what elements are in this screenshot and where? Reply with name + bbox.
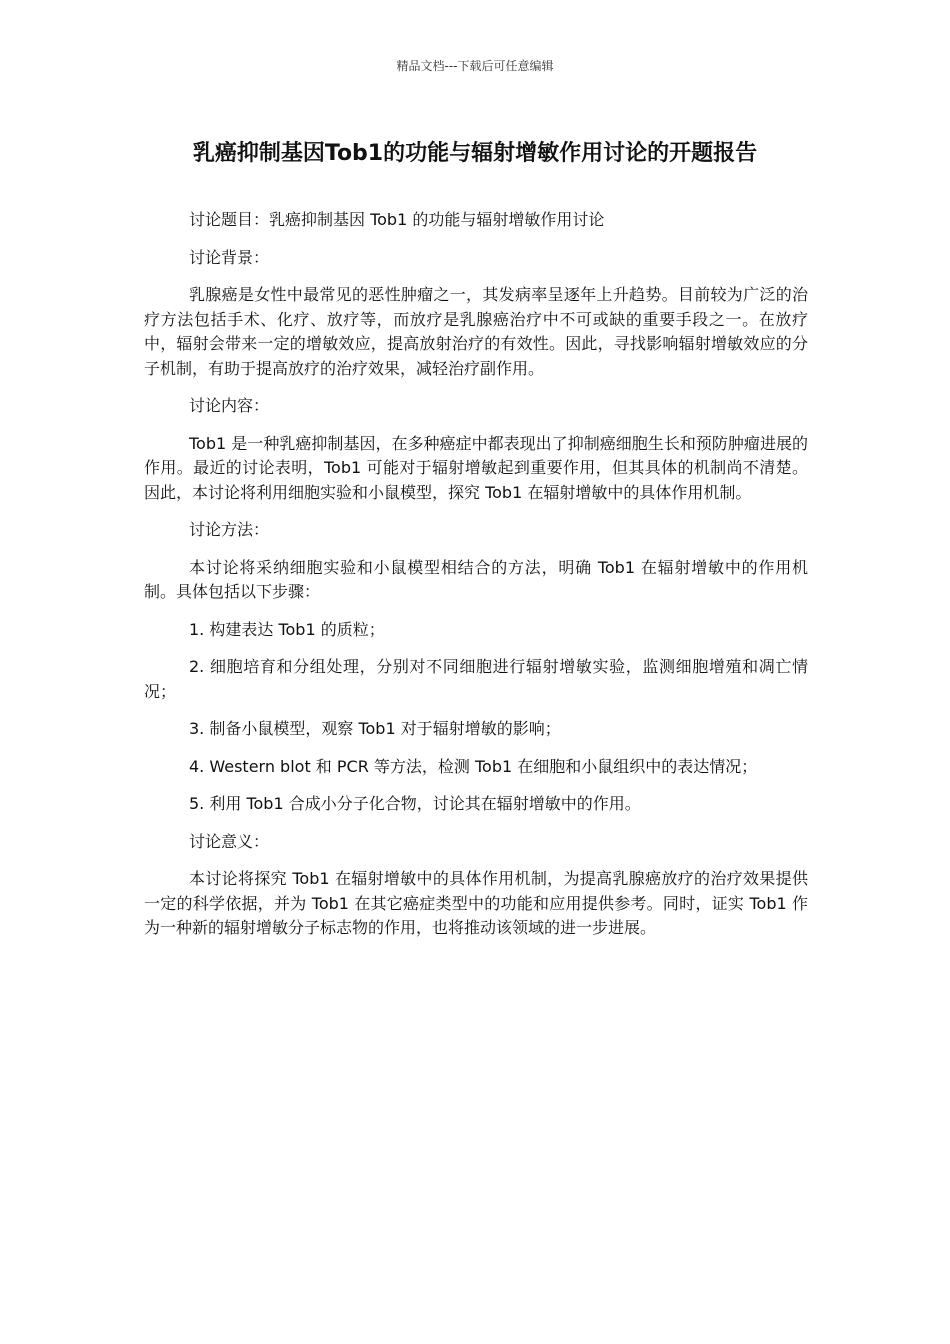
section-heading-background: 讨论背景：	[189, 247, 270, 267]
research-topic: 讨论题目：乳癌抑制基因 Tob1 的功能与辐射增敏作用讨论	[189, 210, 605, 229]
method-step-1: 1. 构建表达 Tob1 的质粒；	[189, 619, 385, 639]
method-step-4: 4. Western blot 和 PCR 等方法，检测 Tob1 在细胞和小鼠组织中的表达情况；	[189, 756, 758, 776]
background-paragraph: 乳腺癌是女性中最常见的恶性肿瘤之一，其发病率呈逐年上升趋势。目前较为广泛的治疗方法包括手术、化疗、放疗等，而放疗是乳腺癌治疗中不可或缺的重要手段之一。在放疗中，辐射会带来一定的增敏效应，提高放射治疗的有效性。因此，寻找影响辐射增敏效应的分子机制，有助于提高放疗的治疗效果，减轻治疗副作用。	[144, 285, 808, 378]
method-step-2: 2. 细胞培育和分组处理，分别对不同细胞进行辐射增敏实验，监测细胞增殖和凋亡情况；	[144, 657, 808, 701]
methods-paragraph: 本讨论将采纳细胞实验和小鼠模型相结合的方法，明确 Tob1 在辐射增敏中的作用机制。具体包括以下步骤：	[144, 557, 808, 601]
section-heading-significance: 讨论意义：	[189, 831, 270, 851]
section-heading-methods: 讨论方法：	[189, 520, 270, 539]
document-title: 乳癌抑制基因Tob1的功能与辐射增敏作用讨论的开题报告	[192, 141, 758, 166]
content-paragraph: Tob1 是一种乳癌抑制基因，在多种癌症中都表现出了抑制癌细胞生长和预防肿瘤进展的作用。最近的讨论表明，Tob1 可能对于辐射增敏起到重要作用，但其具体的机制尚不清楚。因此，本讨论将利用细胞实验和小鼠模型，探究 Tob1 在辐射增敏中的具体作用机制。	[144, 433, 808, 502]
significance-paragraph: 本讨论将探究 Tob1 在辐射增敏中的具体作用机制，为提高乳腺癌放疗的治疗效果提供一定的科学依据，并为 Tob1 在其它癌症类型中的功能和应用提供参考。同时，证实 Tob1 作为一种新的辐射增敏分子标志物的作用，也将推动该领域的进一步进展。	[144, 869, 808, 937]
section-heading-content: 讨论内容：	[189, 396, 270, 415]
method-step-5: 5. 利用 Tob1 合成小分子化合物，讨论其在辐射增敏中的作用。	[189, 794, 641, 813]
method-step-3: 3. 制备小鼠模型，观察 Tob1 对于辐射增敏的影响；	[189, 719, 561, 738]
page-header: 精品文档---下载后可任意编辑	[396, 59, 554, 73]
document-body	[144, 208, 808, 954]
